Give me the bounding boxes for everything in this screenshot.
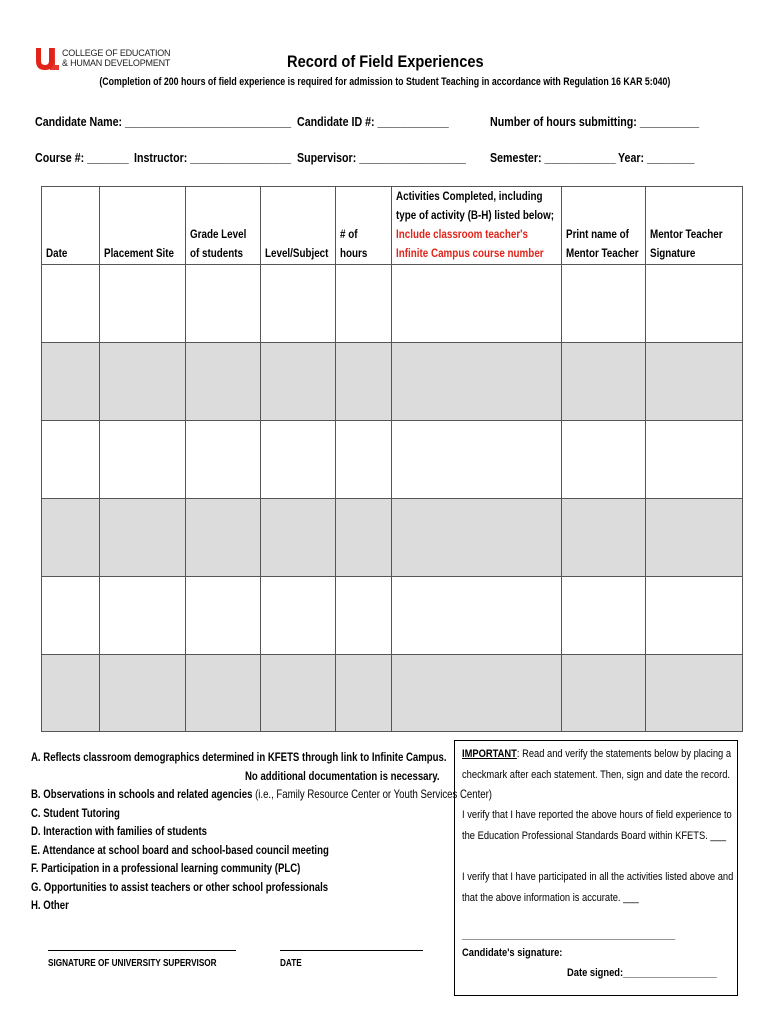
table-cell[interactable] [186,421,261,499]
table-cell[interactable] [562,421,646,499]
table-cell[interactable] [261,265,336,343]
table-cell[interactable] [100,499,186,577]
field-experience-table [41,186,743,732]
table-cell[interactable] [100,343,186,421]
table-cell[interactable] [261,499,336,577]
table-cell[interactable] [646,655,743,732]
year-field[interactable]: Year: ________ [618,150,695,165]
table-cell[interactable] [186,265,261,343]
table-cell[interactable] [42,655,100,732]
table-cell[interactable] [336,655,392,732]
date-signature-line[interactable] [280,950,423,951]
table-cell[interactable] [392,577,562,655]
page-title: Record of Field Experiences [286,52,484,71]
page-subtitle: (Completion of 200 hours of field experience is required for admission to Student Teaching in accordance with Regulation 16 KAR 5:040) [99,76,671,88]
header-activities: Activities Completed, including type of activity (B-H) listed below; Include classroom teacher's Infinite Campus course number [392,187,562,265]
table-cell[interactable] [42,343,100,421]
legend-item-f: F. Participation in a professional learning community (PLC) [31,861,301,875]
important-instructions: IMPORTANT: Read and verify the statements below by placing a [462,748,732,760]
verify-statement-2[interactable]: I verify that I have participated in all the activities listed above and [462,871,734,883]
important-instructions-2: checkmark after each statement. Then, sign and date the record. [462,769,731,781]
table-cell[interactable] [562,499,646,577]
table-cell[interactable] [336,265,392,343]
table-cell[interactable] [392,421,562,499]
table-cell[interactable] [336,499,392,577]
course-field[interactable]: Course #: _______ [35,150,129,165]
candidate-signature-line[interactable]: _________________________________________ [462,929,676,941]
header-placement-site: Placement Site [100,187,186,265]
header-mentor-signature: Mentor Teacher Signature [646,187,743,265]
table-cell[interactable] [646,421,743,499]
table-cell[interactable] [336,343,392,421]
table-cell[interactable] [392,655,562,732]
table-row [42,499,743,577]
table-cell[interactable] [392,343,562,421]
table-cell[interactable] [261,577,336,655]
supervisor-field[interactable]: Supervisor: __________________ [297,150,466,165]
header-grade-level: Grade Level of students [186,187,261,265]
table-cell[interactable] [261,421,336,499]
table-cell[interactable] [100,577,186,655]
table-cell[interactable] [261,655,336,732]
date-signed-field[interactable]: Date signed:__________________ [567,967,717,979]
table-cell[interactable] [42,499,100,577]
table-row [42,343,743,421]
table-cell[interactable] [336,421,392,499]
hours-submitting-field[interactable]: Number of hours submitting: __________ [490,114,700,129]
table-cell[interactable] [562,265,646,343]
legend-item-d: D. Interaction with families of students [31,824,208,838]
table-row [42,577,743,655]
table-cell[interactable] [562,343,646,421]
verify-statement-2-cont[interactable]: that the above information is accurate. ___ [462,892,639,904]
legend-item-c: C. Student Tutoring [31,805,120,820]
candidate-id-field[interactable]: Candidate ID #: ____________ [297,114,449,129]
table-row [42,265,743,343]
table-cell[interactable] [392,265,562,343]
table-cell[interactable] [42,421,100,499]
supervisor-signature-line[interactable] [48,950,236,951]
table-row [42,655,743,732]
table-cell[interactable] [646,265,743,343]
date-label: DATE [280,958,302,969]
instructor-field[interactable]: Instructor: _________________ [134,150,292,165]
table-cell[interactable] [100,265,186,343]
verify-statement-1[interactable]: I verify that I have reported the above hours of field experience to [462,809,732,821]
supervisor-signature-label: SIGNATURE OF UNIVERSITY SUPERVISOR [48,958,217,969]
table-cell[interactable] [186,655,261,732]
table-row [42,421,743,499]
legend-item-g: G. Opportunities to assist teachers or other school professionals [31,879,329,894]
table-header-row [42,187,743,265]
header-hours: # of hours [336,187,392,265]
header-date: Date [42,187,100,265]
table-cell[interactable] [646,343,743,421]
verify-statement-1-cont[interactable]: the Education Professional Standards Board within KFETS. ___ [462,830,727,842]
legend-item-h: H. Other [31,898,69,912]
legend-item-a: A. Reflects classroom demographics determined in KFETS through link to Infinite Campus. [31,750,447,764]
table-cell[interactable] [646,499,743,577]
table-cell[interactable] [186,499,261,577]
important-verification-box [454,740,738,996]
header-level-subject: Level/Subject [261,187,336,265]
table-cell[interactable] [646,577,743,655]
candidate-signature-label: Candidate's signature: [462,947,563,959]
semester-field[interactable]: Semester: ____________ [490,150,616,165]
table-cell[interactable] [336,577,392,655]
table-cell[interactable] [186,343,261,421]
table-cell[interactable] [42,265,100,343]
table-cell[interactable] [186,577,261,655]
logo-line-1: COLLEGE OF EDUCATION [62,48,171,58]
table-cell[interactable] [100,655,186,732]
legend-item-a-note: No additional documentation is necessary. [245,768,440,783]
table-cell[interactable] [562,655,646,732]
header-print-name: Print name of Mentor Teacher [562,187,646,265]
table-cell[interactable] [100,421,186,499]
legend-item-e: E. Attendance at school board and school-based council meeting [31,842,329,857]
table-cell[interactable] [392,499,562,577]
logo-line-2: & HUMAN DEVELOPMENT [62,58,171,68]
legend-item-b: B. Observations in schools and related agencies (i.e., Family Resource Center or Youth Services Center) [31,787,492,801]
table-cell[interactable] [261,343,336,421]
table-cell[interactable] [42,577,100,655]
table-cell[interactable] [562,577,646,655]
candidate-name-field[interactable]: Candidate Name: ____________________________ [35,114,292,129]
